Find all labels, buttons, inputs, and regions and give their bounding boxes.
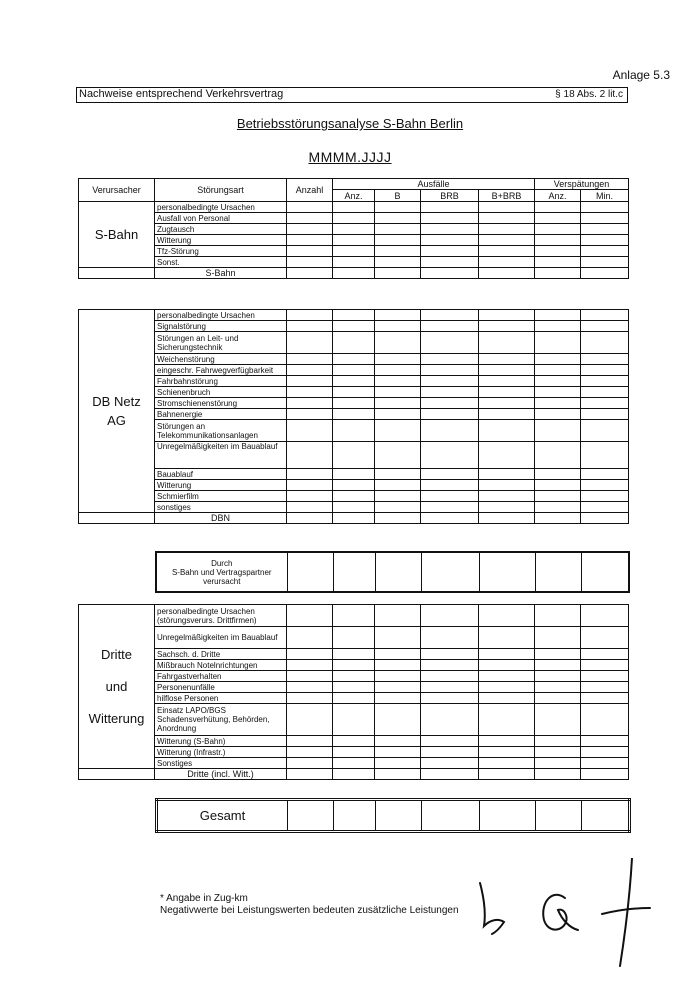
table-row: Bauablauf (155, 469, 287, 480)
durch-table (155, 551, 630, 593)
footnote (160, 893, 459, 917)
document-title: Betriebsstörungsanalyse S-Bahn Berlin (236, 116, 464, 131)
table-row: Sonstiges (155, 758, 287, 769)
col-ausfaelle-anz: Anz. (333, 190, 375, 202)
table-row: Unregelmäßigkeiten im Bauablauf (155, 627, 287, 649)
col-ausfaelle-brb: BRB (421, 190, 479, 202)
col-ausfaelle: Ausfälle (333, 179, 535, 190)
table-row: Witterung (Infrastr.) (155, 747, 287, 758)
col-versp-anz: Anz. (535, 190, 581, 202)
table-row: Störungen an Leit- und Sicherungstechnik (155, 332, 287, 354)
total-label: Gesamt (157, 800, 288, 832)
table-row: Störungen an Telekommunikationsanlagen (155, 420, 287, 442)
table-row: Ausfall von Personal (155, 213, 287, 224)
group-sbahn-label: S-Bahn (79, 202, 155, 268)
table-row: Weichenstörung (155, 354, 287, 365)
handwritten-signature (470, 858, 660, 968)
table-row: Sonst. (155, 257, 287, 268)
col-ausfaelle-b: B (375, 190, 421, 202)
table-row: personalbedingte Ursachen (155, 310, 287, 321)
paragraph-reference: § 18 Abs. 2 lit.c (555, 89, 623, 100)
table-row: Personenunfälle (155, 682, 287, 693)
dritte-table (78, 604, 629, 780)
group-dbnetz-label: DB Netz AG (79, 310, 155, 513)
sbahn-table (78, 178, 629, 279)
subtotal-sbahn: S-Bahn (155, 268, 287, 279)
table-row: personalbedingte Ursachen (störungsverurs. Drittfirmen) (155, 605, 287, 627)
table-row: Mißbrauch Notelnrichtungen (155, 660, 287, 671)
table-row: Signalstörung (155, 321, 287, 332)
durch-label: Durch S-Bahn und Vertragspartner verursacht (156, 552, 287, 592)
table-row: Fahrbahnstörung (155, 376, 287, 387)
table-row: Stromschienenstörung (155, 398, 287, 409)
table-row: Zugtausch (155, 224, 287, 235)
subtotal-dbnetz: DBN (155, 513, 287, 524)
col-ausfaelle-b-brb: B+BRB (479, 190, 535, 202)
table-row: Fahrgastverhalten (155, 671, 287, 682)
period-label: MMMM.JJJJ (308, 149, 392, 165)
table-row: Einsatz LAPO/BGS Schadensverhütung, Behörden, Anordnung (155, 704, 287, 736)
table-row: sonstiges (155, 502, 287, 513)
footnote-line-2: Negativwerte bei Leistungswerten bedeuten zusätzliche Leistungen (160, 905, 459, 916)
table-row: Schmierfilm (155, 491, 287, 502)
col-anzahl: Anzahl (287, 179, 333, 202)
col-versp-min: Min. (581, 190, 629, 202)
subtotal-dritte: Dritte (incl. Witt.) (155, 769, 287, 780)
table-row: Bahnenergie (155, 409, 287, 420)
col-verursacher: Verursacher (79, 179, 155, 202)
dbnetz-table (78, 309, 629, 524)
table-row: Tfz-Störung (155, 246, 287, 257)
footnote-line-1: * Angabe in Zug-km (160, 893, 248, 904)
table-row: hilflose Personen (155, 693, 287, 704)
table-row: Witterung (S-Bahn) (155, 736, 287, 747)
header-box (76, 87, 628, 103)
total-table (155, 798, 631, 833)
table-row: Sachsch. d. Dritte (155, 649, 287, 660)
table-row: personalbedingte Ursachen (155, 202, 287, 213)
table-row: Witterung (155, 480, 287, 491)
col-verspaetungen: Verspätungen (535, 179, 629, 190)
table-row: eingeschr. Fahrwegverfügbarkeit (155, 365, 287, 376)
contract-reference: Nachweise entsprechend Verkehrsvertrag (79, 88, 284, 100)
group-dritte-label: Dritte und Witterung (79, 605, 155, 769)
annex-label: Anlage 5.3 (612, 68, 670, 82)
table-row: Witterung (155, 235, 287, 246)
table-row: Unregelmäßigkeiten im Bauablauf (155, 442, 287, 469)
col-stoerungsart: Störungsart (155, 179, 287, 202)
table-row: Schienenbruch (155, 387, 287, 398)
